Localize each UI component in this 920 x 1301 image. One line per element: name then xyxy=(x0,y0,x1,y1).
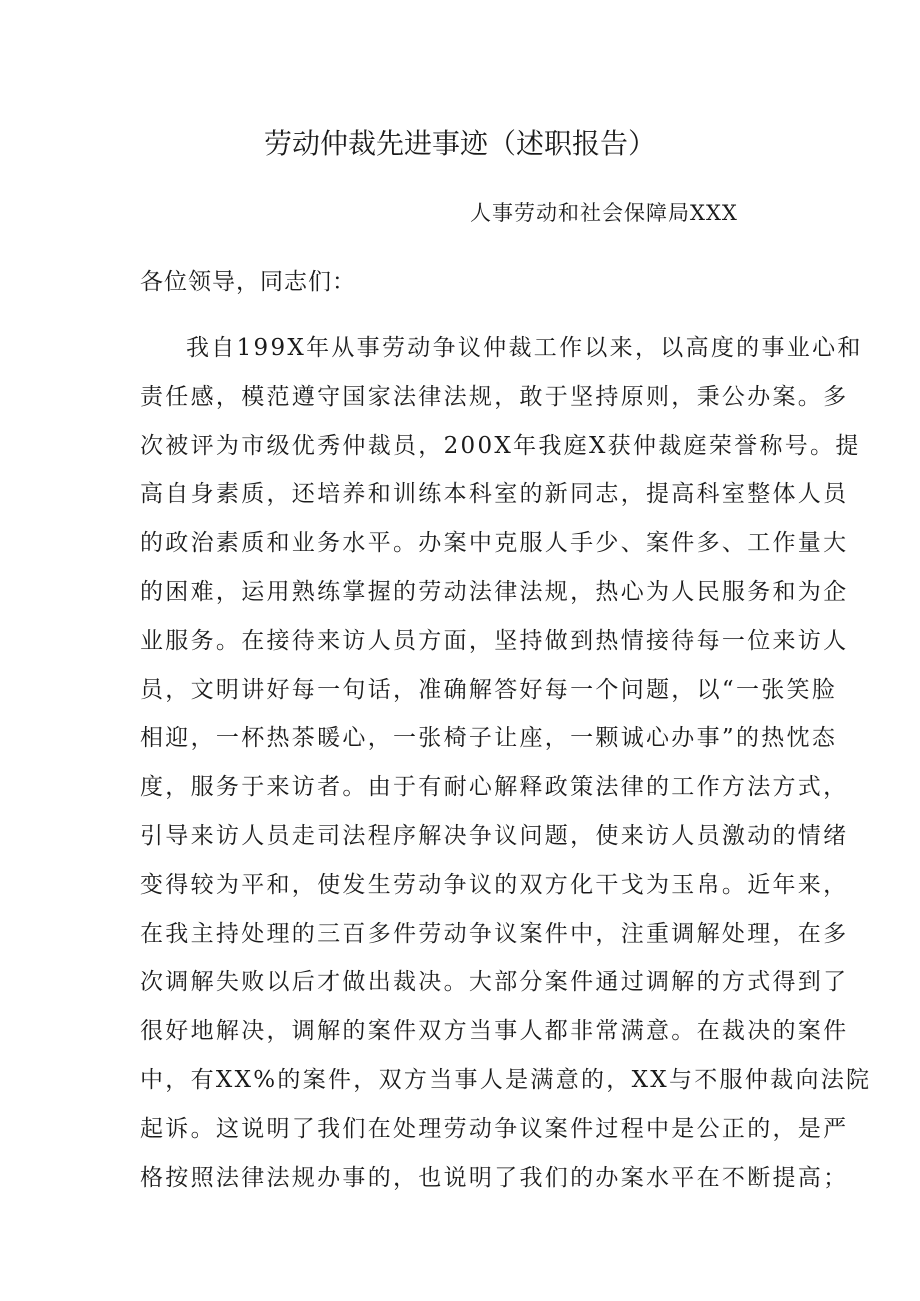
body-line: 次被评为市级优秀仲裁员，200X年我庭X获仲裁庭荣誉称号。提 xyxy=(140,432,861,459)
body-line: 度，服务于来访者。由于有耐心解释政策法律的工作方法方式， xyxy=(140,774,849,801)
body-line: 起诉。这说明了我们在处理劳动争议案件过程中是公正的，是严 xyxy=(140,1115,849,1142)
body-line: 高自身素质，还培养和训练本科室的新同志，提高科室整体人员 xyxy=(140,481,849,508)
body-line: 格按照法律法规办事的，也说明了我们的办案水平在不断提高； xyxy=(140,1164,849,1191)
salutation: 各位领导，同志们： xyxy=(140,269,356,295)
body-line: 很好地解决，调解的案件双方当事人都非常满意。在裁决的案件 xyxy=(140,1018,849,1045)
body-line: 业服务。在接待来访人员方面，坚持做到热情接待每一位来访人 xyxy=(140,627,849,654)
body-paragraph xyxy=(140,324,872,1202)
body-line: 员，文明讲好每一句话，准确解答好每一个问题，以“一张笑脸 xyxy=(140,676,838,703)
body-line: 引导来访人员走司法程序解决争议问题，使来访人员激动的情绪 xyxy=(140,822,849,849)
body-line: 相迎，一杯热茶暖心，一张椅子让座，一颗诚心办事”的热忱态 xyxy=(140,725,838,752)
body-line: 在我主持处理的三百多件劳动争议案件中，注重调解处理，在多 xyxy=(140,920,849,947)
document-author: 人事劳动和社会保障局XXX xyxy=(470,201,738,225)
body-line: 次调解失败以后才做出裁决。大部分案件通过调解的方式得到了 xyxy=(140,969,849,996)
body-line: 责任感，模范遵守国家法律法规，敢于坚持原则，秉公办案。多 xyxy=(140,383,849,410)
document-title: 劳动仲裁先进事迹（述职报告） xyxy=(263,127,656,160)
body-line: 的困难，运用熟练掌握的劳动法律法规，热心为人民服务和为企 xyxy=(140,578,849,605)
body-line: 变得较为平和，使发生劳动争议的双方化干戈为玉帛。近年来， xyxy=(140,871,849,898)
body-line: 我自199X年从事劳动争议仲裁工作以来，以高度的事业心和 xyxy=(186,335,863,361)
body-line: 的政治素质和业务水平。办案中克服人手少、案件多、工作量大 xyxy=(140,530,849,557)
body-line: 中，有XX%的案件，双方当事人是满意的，XX与不服仲裁向法院 xyxy=(140,1066,872,1093)
